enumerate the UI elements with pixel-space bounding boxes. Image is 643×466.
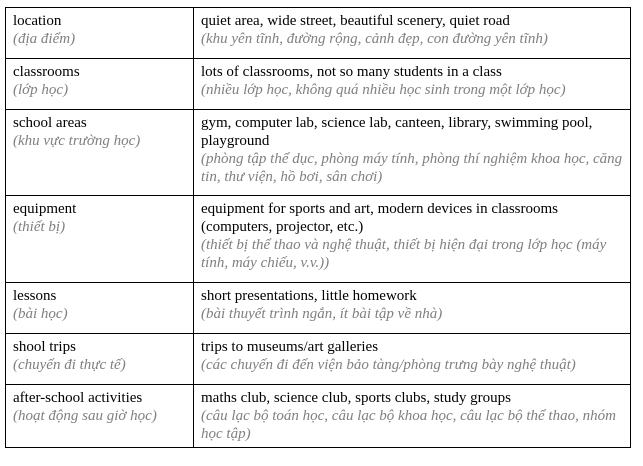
vocabulary-table	[5, 7, 631, 448]
term-cell	[6, 385, 194, 448]
description-translation: (nhiều lớp học, không quá nhiều học sinh trong một lớp học)	[201, 82, 566, 98]
description-cell	[194, 196, 631, 283]
description-text: maths club, science club, sports clubs, study groups	[201, 390, 511, 406]
table-row	[6, 8, 631, 59]
term-cell	[6, 283, 194, 334]
description-text: short presentations, little homework	[201, 288, 417, 304]
term-translation: (hoạt động sau giờ học)	[13, 408, 157, 424]
term-label: shool trips	[13, 339, 76, 355]
term-translation: (lớp học)	[13, 82, 69, 98]
term-translation: (thiết bị)	[13, 219, 66, 235]
term-cell	[6, 59, 194, 110]
term-cell	[6, 334, 194, 385]
table-row	[6, 385, 631, 448]
description-translation: (phòng tập thể dục, phòng máy tính, phòng thí nghiệm khoa học, căng tin, thư viện, hồ bơi, sân chơi)	[201, 151, 623, 185]
term-label: after-school activities	[13, 390, 143, 406]
description-cell	[194, 59, 631, 110]
term-label: location	[13, 13, 62, 29]
table-row	[6, 196, 631, 283]
term-translation: (khu vực trường học)	[13, 133, 141, 149]
description-cell	[194, 8, 631, 59]
description-translation: (bài thuyết trình ngắn, ít bài tập về nhà)	[201, 306, 443, 322]
table-row	[6, 334, 631, 385]
term-label: lessons	[13, 288, 57, 304]
description-translation: (khu yên tĩnh, đường rộng, cảnh đẹp, con đường yên tĩnh)	[201, 31, 548, 47]
term-label: school areas	[13, 115, 87, 131]
description-translation: (các chuyến đi đến viện bảo tàng/phòng trưng bày nghệ thuật)	[201, 357, 576, 373]
term-translation: (chuyến đi thực tế)	[13, 357, 126, 373]
term-translation: (địa điểm)	[13, 31, 76, 47]
description-text: lots of classrooms, not so many students in a class	[201, 64, 502, 80]
term-cell	[6, 196, 194, 283]
table-row	[6, 59, 631, 110]
description-text: equipment for sports and art, modern devices in classrooms (computers, projector, etc.)	[201, 201, 558, 235]
description-cell	[194, 110, 631, 196]
term-label: equipment	[13, 201, 77, 217]
description-translation: (thiết bị thể thao và nghệ thuật, thiết bị hiện đại trong lớp học (máy tính, máy chiếu, v.v.))	[201, 237, 607, 271]
table-row	[6, 110, 631, 196]
table-row	[6, 283, 631, 334]
description-text: trips to museums/art galleries	[201, 339, 379, 355]
description-cell	[194, 385, 631, 448]
term-cell	[6, 8, 194, 59]
description-translation: (câu lạc bộ toán học, câu lạc bộ khoa học, câu lạc bộ thể thao, nhóm học tập)	[201, 408, 616, 442]
description-text: gym, computer lab, science lab, canteen, library, swimming pool, playground	[201, 115, 593, 149]
description-text: quiet area, wide street, beautiful scenery, quiet road	[201, 13, 510, 29]
term-label: classrooms	[13, 64, 80, 80]
term-cell	[6, 110, 194, 196]
term-translation: (bài học)	[13, 306, 68, 322]
description-cell	[194, 334, 631, 385]
description-cell	[194, 283, 631, 334]
